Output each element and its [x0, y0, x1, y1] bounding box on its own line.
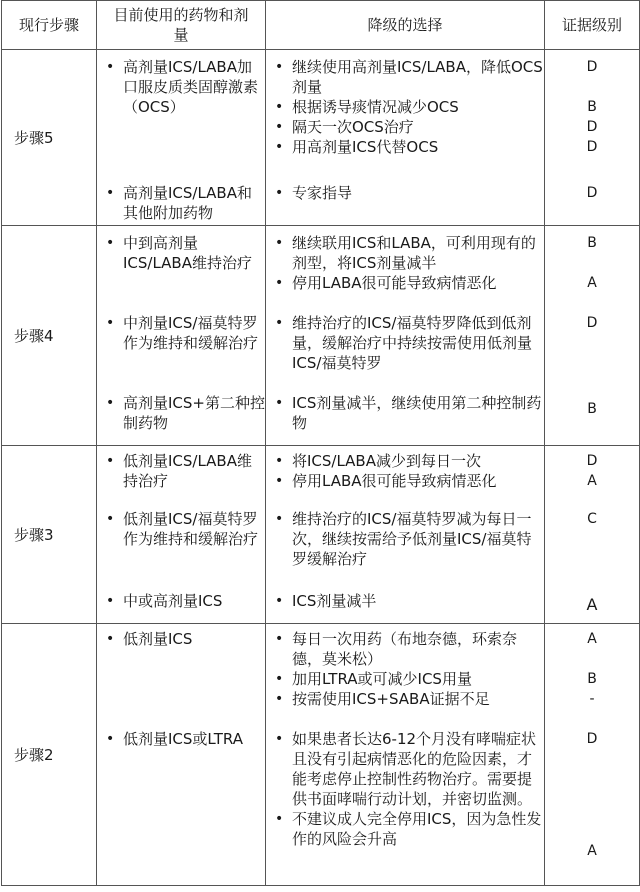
- evidence-level: B: [587, 99, 597, 115]
- option-item: • 停用LABA很可能导致病情恶化: [275, 472, 497, 490]
- evidence-level: B: [587, 671, 597, 687]
- step-label: 步骤4: [2, 226, 97, 446]
- bullet-icon: •: [275, 691, 284, 707]
- row-step2: [2, 624, 640, 886]
- evidence-level: D: [586, 119, 598, 135]
- option-item: • 维持治疗的ICS/福莫特罗降低到低剂量，缓解治疗中持续按需使用低剂量ICS/福莫特罗: [275, 314, 533, 372]
- bullet-icon: •: [106, 593, 115, 609]
- evidence-level: A: [586, 595, 598, 614]
- bullet-icon: •: [275, 671, 284, 687]
- evidence-cell: [545, 446, 640, 624]
- current-cell: [97, 50, 266, 226]
- header-options: 降级的选择: [266, 1, 545, 50]
- bullet-icon: •: [106, 731, 115, 747]
- bullet-icon: •: [106, 631, 115, 647]
- bullet-icon: •: [275, 119, 284, 135]
- bullet-icon: •: [106, 395, 115, 411]
- current-item: • 低剂量ICS或LTRA: [106, 730, 243, 748]
- evidence-level: C: [587, 511, 597, 527]
- options-cell: [266, 226, 545, 446]
- current-cell: [97, 446, 266, 624]
- bullet-icon: •: [275, 275, 284, 291]
- option-item: • 隔天一次OCS治疗: [275, 118, 414, 136]
- evidence-cell: [545, 624, 640, 886]
- step-label: 步骤2: [2, 624, 97, 886]
- evidence-level: B: [587, 401, 597, 417]
- current-item: • 中到高剂量ICS/LABA维持治疗: [106, 234, 252, 272]
- evidence-level: D: [586, 139, 598, 155]
- evidence-level: A: [587, 631, 597, 647]
- option-item: • 每日一次用药（布地奈德，环索奈德，莫米松）: [275, 630, 518, 668]
- bullet-icon: •: [106, 511, 115, 527]
- option-item: • 用高剂量ICS代替OCS: [275, 138, 439, 156]
- current-item: • 中剂量ICS/福莫特罗作为维持和缓解治疗: [106, 314, 259, 352]
- evidence-level: D: [586, 59, 598, 75]
- evidence-level: A: [587, 843, 597, 859]
- bullet-icon: •: [275, 631, 284, 647]
- current-item: • 中或高剂量ICS: [106, 592, 223, 610]
- option-item: • ICS剂量减半: [275, 592, 377, 610]
- step-label: 步骤5: [2, 50, 97, 226]
- bullet-icon: •: [275, 395, 284, 411]
- bullet-icon: •: [106, 59, 115, 75]
- current-item: • 高剂量ICS/LABA加口服皮质类固醇激素（OCS）: [106, 58, 259, 116]
- bullet-icon: •: [106, 453, 115, 469]
- option-item: • 维持治疗的ICS/福莫特罗减为每日一次，继续按需给予低剂量ICS/福莫特罗缓解治疗: [275, 510, 532, 568]
- header-evidence: 证据级别: [545, 1, 640, 50]
- options-cell: [266, 624, 545, 886]
- option-item: • 专家指导: [275, 184, 353, 202]
- bullet-icon: •: [275, 593, 284, 609]
- option-item: • 如果患者长达6-12个月没有哮喘症状且没有引起病情恶化的危险因素，才能考虑停止控制性药物治疗。需要提供书面哮喘行动计划，并密切监测。: [275, 730, 537, 808]
- bullet-icon: •: [106, 185, 115, 201]
- evidence-cell: [545, 50, 640, 226]
- bullet-icon: •: [275, 473, 284, 489]
- row-step5: [2, 50, 640, 226]
- bullet-icon: •: [106, 315, 115, 331]
- option-item: • 将ICS/LABA减少到每日一次: [275, 452, 481, 470]
- bullet-icon: •: [275, 99, 284, 115]
- bullet-icon: •: [275, 185, 284, 201]
- options-cell: [266, 50, 545, 226]
- row-step3: [2, 446, 640, 624]
- header-row: [2, 1, 640, 50]
- evidence-level: -: [589, 691, 595, 707]
- bullet-icon: •: [275, 811, 284, 827]
- options-cell: [266, 446, 545, 624]
- option-item: • 按需使用ICS+SABA证据不足: [275, 690, 490, 708]
- option-item: • 不建议成人完全停用ICS，因为急性发作的风险会升高: [275, 810, 542, 848]
- row-step4: [2, 226, 640, 446]
- bullet-icon: •: [275, 139, 284, 155]
- evidence-level: D: [586, 731, 598, 747]
- option-item: • ICS剂量减半，继续使用第二种控制药物: [275, 394, 542, 432]
- evidence-level: A: [587, 473, 597, 489]
- option-item: • 根据诱导痰情况减少OCS: [275, 98, 459, 116]
- current-cell: [97, 226, 266, 446]
- option-item: • 继续联用ICS和LABA，可利用现有的剂型，将ICS剂量减半: [275, 234, 536, 272]
- evidence-level: A: [587, 275, 597, 291]
- header-step: 现行步骤: [2, 1, 97, 50]
- option-item: • 加用LTRA或可减少ICS用量: [275, 670, 472, 688]
- evidence-cell: [545, 226, 640, 446]
- evidence-level: D: [586, 453, 598, 469]
- option-item: • 继续使用高剂量ICS/LABA，降低OCS剂量: [275, 58, 543, 96]
- step-label: 步骤3: [2, 446, 97, 624]
- current-item: • 低剂量ICS/福莫特罗作为维持和缓解治疗: [106, 510, 259, 548]
- bullet-icon: •: [106, 235, 115, 251]
- evidence-level: B: [587, 235, 597, 251]
- bullet-icon: •: [275, 59, 284, 75]
- evidence-level: D: [586, 315, 598, 331]
- bullet-icon: •: [275, 731, 284, 747]
- evidence-level: D: [586, 185, 598, 201]
- bullet-icon: •: [275, 235, 284, 251]
- step-down-table: [1, 0, 640, 886]
- header-current: 目前使用的药物和剂量: [97, 1, 266, 50]
- bullet-icon: •: [275, 453, 284, 469]
- current-item: • 高剂量ICS/LABA和其他附加药物: [106, 184, 252, 222]
- current-item: • 低剂量ICS: [106, 630, 193, 648]
- current-item: • 低剂量ICS/LABA维持治疗: [106, 452, 252, 490]
- bullet-icon: •: [275, 511, 284, 527]
- option-item: • 停用LABA很可能导致病情恶化: [275, 274, 497, 292]
- current-cell: [97, 624, 266, 886]
- bullet-icon: •: [275, 315, 284, 331]
- current-item: • 高剂量ICS+第二种控制药物: [106, 394, 265, 432]
